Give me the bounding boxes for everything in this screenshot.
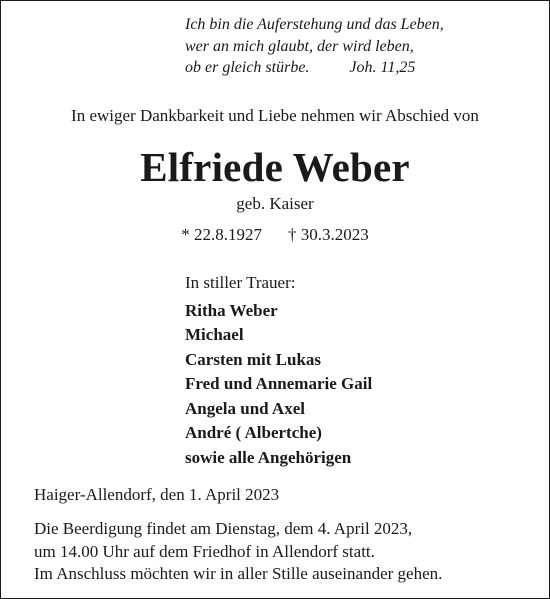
- life-dates: [1, 225, 549, 245]
- mourners-block: [185, 271, 372, 470]
- bible-verse: [185, 14, 444, 79]
- mourner-name: André ( Albertche): [185, 423, 322, 442]
- mourner-name: Fred und Annemarie Gail: [185, 374, 373, 393]
- verse-line: wer an mich glaubt, der wird leben,: [185, 37, 414, 55]
- verse-line-text: ob er gleich stürbe.: [185, 59, 310, 76]
- funeral-line: Im Anschluss möchten wir in aller Stille auseinander gehen.: [34, 564, 443, 583]
- mourner-name: sowie alle Angehörigen: [185, 447, 352, 467]
- mourner-name: Carsten mit Lukas: [185, 349, 322, 369]
- funeral-line: Die Beerdigung findet am Dienstag, dem 4. April 2023,: [34, 519, 413, 538]
- farewell-intro: In ewiger Dankbarkeit und Liebe nehmen wir Abschied von: [71, 106, 479, 125]
- mourner-name: Ritha Weber: [185, 300, 278, 320]
- verse-reference: Joh. 11,25: [349, 59, 416, 76]
- mourning-heading: In stiller Trauer:: [185, 273, 296, 292]
- verse-line: Ich bin die Auferstehung und das Leben,: [185, 16, 444, 33]
- deceased-name: Elfriede Weber: [140, 144, 410, 190]
- mourner-name: Angela und Axel: [185, 398, 305, 418]
- verse-line: [185, 57, 444, 79]
- place-and-date: Haiger-Allendorf, den 1. April 2023: [34, 485, 280, 504]
- maiden-name: geb. Kaiser: [236, 194, 314, 213]
- funeral-details: [34, 518, 442, 586]
- birth-date: * 22.8.1927: [181, 225, 262, 244]
- funeral-line: um 14.00 Uhr auf dem Friedhof in Allendorf statt.: [34, 541, 375, 561]
- mourner-name: Michael: [185, 325, 244, 344]
- death-date: † 30.3.2023: [288, 225, 369, 244]
